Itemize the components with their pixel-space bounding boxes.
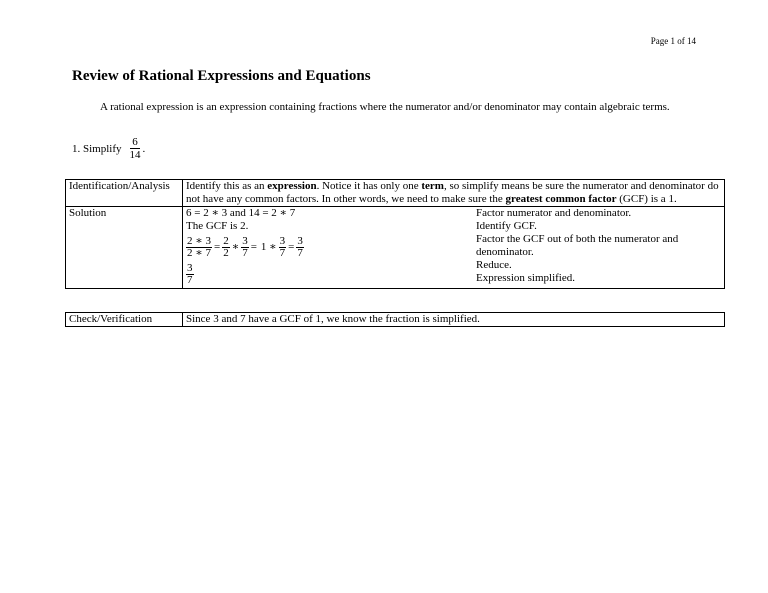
factor-expression	[186, 233, 476, 261]
numerator: 3	[187, 262, 193, 274]
text-run: . Notice it has only one	[316, 180, 422, 192]
operator: =	[213, 240, 221, 253]
numerator: 3	[297, 234, 303, 247]
fraction	[186, 236, 212, 259]
note: Reduce.	[476, 259, 512, 271]
fraction	[296, 236, 304, 259]
check-table	[65, 312, 725, 327]
problem-label: 1. Simplify	[72, 142, 122, 155]
page-number: Page 1 of 14	[650, 36, 696, 46]
fraction	[279, 236, 287, 259]
bold-term: term	[421, 180, 444, 192]
denominator: 7	[242, 246, 248, 259]
fraction-denominator: 14	[129, 149, 141, 161]
gcf-line: The GCF is 2.	[186, 220, 249, 232]
solution-content	[183, 207, 725, 289]
denominator: 2 ∗ 7	[187, 246, 211, 259]
numerator: 3	[242, 234, 248, 247]
operator: ∗	[231, 240, 240, 253]
solution-notes	[476, 207, 711, 288]
page-title: Review of Rational Expressions and Equations	[72, 68, 371, 84]
intro-paragraph: A rational expression is an expression containing fractions where the numerator and/or denominator may contain algebraic terms.	[100, 101, 670, 113]
text-run: Identify this as an	[186, 180, 268, 192]
check-text: Since 3 and 7 have a GCF of 1, we know the fraction is simplified.	[183, 313, 725, 327]
solution-table	[65, 179, 725, 289]
text-run: , so simplify means be sure the numerator and denominator do not have any common factors. In other words, we need to make sure the	[186, 180, 719, 205]
fraction-numerator: 6	[132, 136, 138, 148]
bold-term: expression	[267, 180, 317, 192]
final-fraction	[186, 263, 194, 286]
bold-term: greatest common factor	[505, 193, 617, 205]
problem-statement	[72, 136, 145, 161]
check-row	[66, 313, 725, 327]
note: Expression simplified.	[476, 272, 575, 284]
text-run: (GCF) is a 1.	[616, 193, 677, 205]
problem-fraction	[128, 136, 143, 161]
check-label: Check/Verification	[66, 313, 183, 327]
fraction	[222, 236, 230, 259]
factor-line: 6 = 2 ∗ 3 and 14 = 2 ∗ 7	[186, 207, 296, 219]
solution-work	[186, 207, 476, 288]
solution-label: Solution	[66, 207, 183, 289]
note: Identify GCF.	[476, 220, 537, 232]
denominator: 2	[223, 246, 229, 259]
fraction	[241, 236, 249, 259]
identification-row	[66, 180, 725, 207]
operator: =	[250, 240, 257, 253]
numerator: 3	[279, 234, 286, 247]
operator: 1 ∗	[260, 240, 277, 253]
numerator: 2	[223, 234, 229, 247]
operator: =	[288, 240, 295, 253]
numerator: 2 ∗ 3	[187, 234, 211, 247]
identification-text	[183, 180, 725, 207]
denominator: 7	[187, 274, 193, 286]
problem-period: .	[142, 142, 146, 155]
note: Factor numerator and denominator.	[476, 207, 632, 219]
denominator: 7	[297, 246, 303, 259]
solution-row	[66, 207, 725, 289]
identification-label: Identification/Analysis	[66, 180, 183, 207]
note: Factor the GCF out of both the numerator and denominator.	[476, 233, 679, 258]
denominator: 7	[279, 246, 286, 259]
